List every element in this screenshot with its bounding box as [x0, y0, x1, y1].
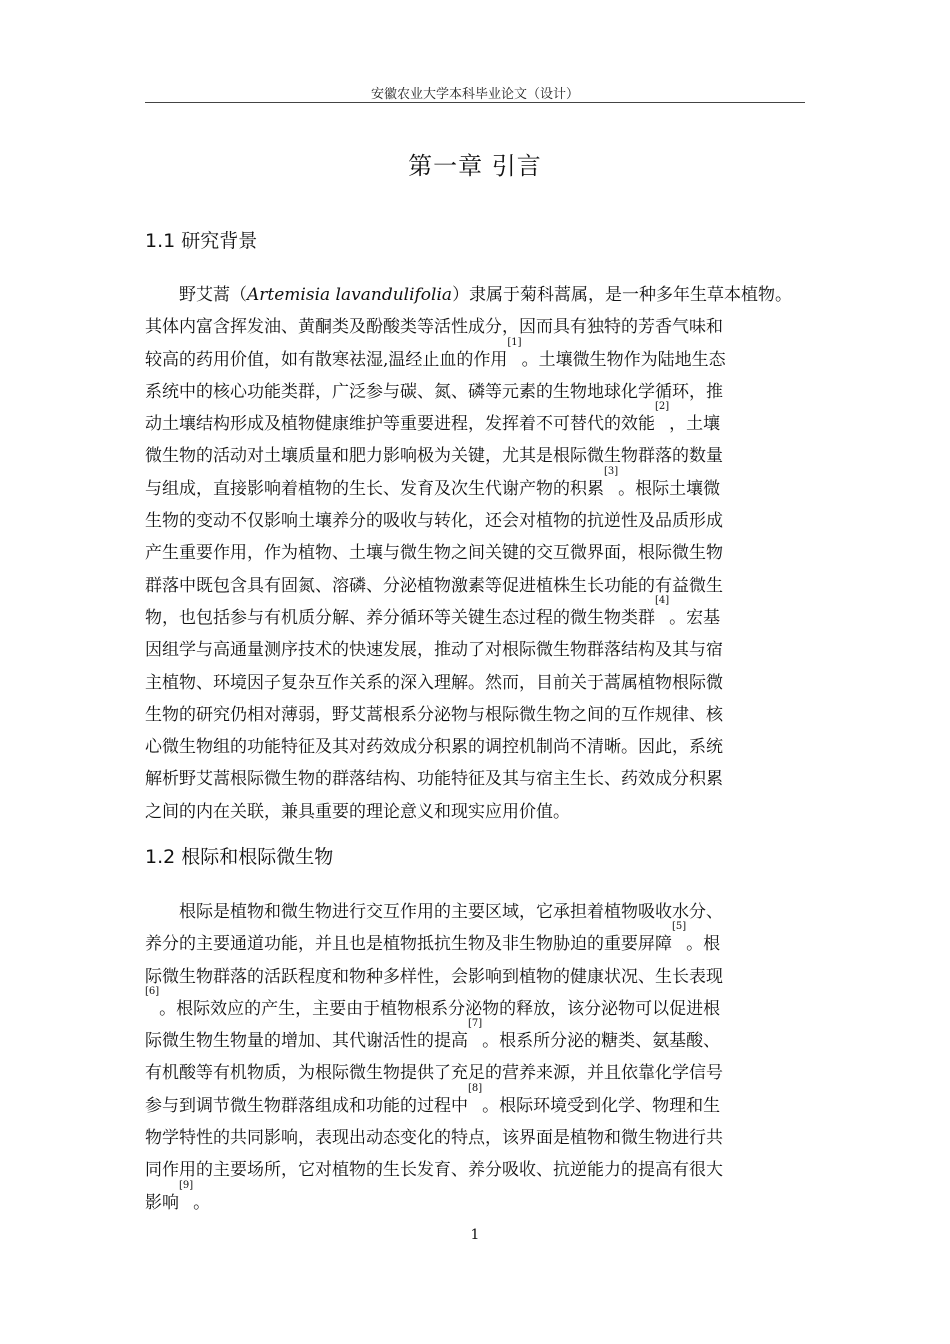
text-line: 之间的内在关联，兼具重要的理论意义和现实应用价值。	[145, 801, 570, 822]
text-line	[145, 1018, 810, 1057]
text-line: 生物的变动不仅影响土壤养分的吸收与转化，还会对植物的抗逆性及品质形成	[145, 511, 723, 532]
running-header: 安徽农业大学本科毕业论文（设计）	[370, 87, 579, 102]
text-run: 。	[193, 1192, 211, 1213]
species-name: Artemisia lavandulifolia	[247, 285, 453, 305]
text-line: 生物的研究仍相对薄弱，野艾蒿根系分泌物与根际微生物之间的互作规律、核	[145, 704, 723, 725]
text-line: 根际是植物和微生物进行交互作用的主要区域，它承担着植物吸收水分、	[179, 902, 723, 922]
text-line: 其体内富含挥发油、黄酮类及酚酸类等活性成分，因而具有独特的芳香气味和	[145, 317, 723, 338]
citation-marker: [3]	[604, 465, 619, 477]
text-line	[145, 279, 810, 311]
text-line	[145, 336, 810, 376]
text-run: 。土壤微生物作为陆地生态	[521, 349, 726, 370]
citation-marker: [5]	[672, 921, 687, 933]
text-run: 野艾蒿（	[179, 285, 247, 305]
text-run: ，土壤	[669, 414, 721, 435]
text-run: ）隶属于菊科蒿属，是一种多年生草本植物。	[452, 285, 793, 305]
text-line: 微生物的活动对土壤质量和肥力影响极为关键，尤其是根际微生物群落的数量	[145, 446, 723, 467]
section-heading-1-1: 1.1 研究背景	[145, 230, 258, 252]
text-run: 动土壤结构形成及植物健康维护等重要进程，发挥着不可替代的效能	[145, 414, 655, 435]
text-line	[145, 594, 810, 634]
text-line: 群落中既包含具有固氮、溶磷、分泌植物激素等促进植株生长功能的有益微生	[145, 575, 723, 596]
text-line: 解析野艾蒿根际微生物的群落结构、功能特征及其与宿主生长、药效成分积累	[145, 769, 723, 790]
text-run: 物，也包括参与有机质分解、养分循环等关键生态过程的微生物类群	[145, 607, 655, 628]
text-run: 。根际土壤微	[618, 478, 721, 499]
header-rule	[145, 102, 805, 103]
text-run: 。根	[686, 934, 721, 955]
citation-marker: [8]	[468, 1082, 483, 1094]
text-run: 较高的药用价值，如有散寒祛湿,温经止血的作用	[145, 349, 508, 370]
page-number: 1	[470, 1227, 480, 1243]
text-line: 同作用的主要场所，它对植物的生长发育、养分吸收、抗逆能力的提高有很大	[145, 1160, 723, 1181]
text-line	[145, 1179, 810, 1219]
text-run: 。根际环境受到化学、物理和生	[482, 1095, 721, 1116]
text-line: 心微生物组的功能特征及其对药效成分积累的调控机制尚不清晰。因此，系统	[145, 737, 723, 758]
citation-marker: [1]	[507, 336, 522, 348]
text-line	[145, 401, 810, 440]
paragraph-research-background	[145, 279, 810, 828]
text-run: 参与到调节微生物群落组成和功能的过程中	[145, 1095, 468, 1116]
citation-marker: [6]	[145, 985, 160, 997]
text-line: 因组学与高通量测序技术的快速发展，推动了对根际微生物群落结构及其与宿	[145, 640, 723, 661]
text-line: 系统中的核心功能类群，广泛参与碳、氮、磷等元素的生物地球化学循环，推	[145, 381, 723, 402]
section-heading-1-2: 1.2 根际和根际微生物	[145, 846, 334, 868]
text-line: 有机酸等有机物质，为根际微生物提供了充足的营养来源，并且依靠化学信号	[145, 1063, 723, 1084]
chapter-title: 第一章 引言	[408, 152, 542, 180]
text-run: 。根系所分泌的糖类、氨基酸、	[482, 1031, 721, 1052]
paragraph-rhizosphere	[145, 896, 810, 1219]
text-run: 际微生物生物量的增加、其代谢活性的提高	[145, 1031, 468, 1052]
text-run: 。宏基	[669, 607, 721, 628]
text-line: 物学特性的共同影响，表现出动态变化的特点，该界面是植物和微生物进行共	[145, 1128, 723, 1149]
citation-marker: [2]	[655, 401, 670, 413]
citation-marker: [4]	[655, 594, 670, 606]
text-line	[145, 921, 810, 960]
text-run: 影响	[145, 1192, 179, 1213]
text-run: 与组成，直接影响着植物的生长、发育及次生代谢产物的积累	[145, 478, 604, 499]
text-line: 产生重要作用，作为植物、土壤与微生物之间关键的交互微界面，根际微生物	[145, 543, 723, 564]
text-line: 际微生物群落的活跃程度和物种多样性，会影响到植物的健康状况、生长表现	[145, 966, 723, 987]
citation-marker: [7]	[468, 1018, 483, 1030]
text-run: 。根际效应的产生，主要由于植物根系分泌物的释放，该分泌物可以促进根	[159, 998, 721, 1019]
text-line	[145, 1082, 810, 1122]
text-run: 养分的主要通道功能，并且也是植物抵抗生物及非生物胁迫的重要屏障	[145, 934, 672, 955]
text-line	[145, 465, 810, 505]
text-line: 主植物、环境因子复杂互作关系的深入理解。然而，目前关于蒿属植物根际微	[145, 672, 723, 693]
citation-marker: [9]	[179, 1179, 194, 1191]
